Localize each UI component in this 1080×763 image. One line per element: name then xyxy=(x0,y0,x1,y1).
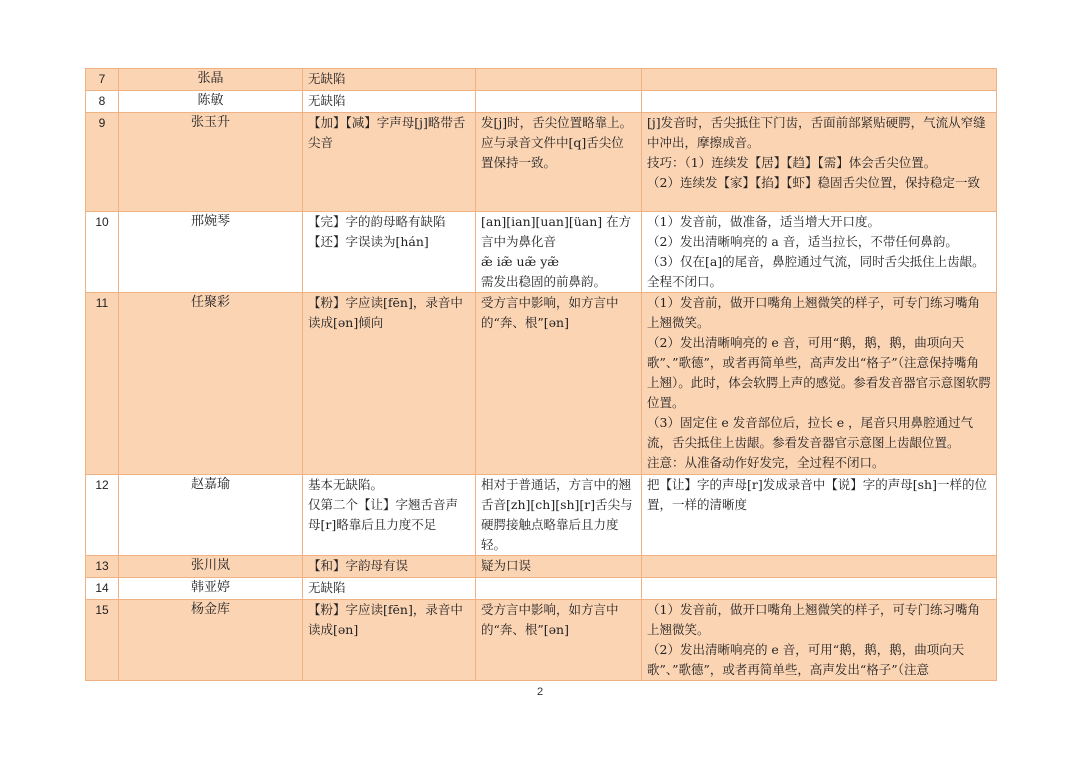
cell-line: 【加】【减】字声母[j]略带舌尖音 xyxy=(308,115,466,150)
cell-line: 把【让】字的声母[r]发成录音中【说】字的声母[sh]一样的位置，一样的清晰度 xyxy=(647,477,987,512)
issue-cell xyxy=(303,113,476,212)
student-name: 张川岚 xyxy=(119,556,303,578)
table-row xyxy=(86,556,997,578)
cell-line: 发[j]时，舌尖位置略靠上。应与录音文件中[q]舌尖位置保持一致。 xyxy=(481,115,633,170)
cell-line: 【和】字韵母有误 xyxy=(308,558,409,573)
issue-cell xyxy=(303,475,476,556)
table-row xyxy=(86,475,997,556)
table-row xyxy=(86,600,997,681)
reason-cell xyxy=(476,293,642,475)
row-number: 8 xyxy=(86,91,119,113)
row-number: 9 xyxy=(86,113,119,212)
cell-line: 需发出稳固的前鼻韵。 xyxy=(481,274,607,289)
cell-line: [j]发音时，舌尖抵住下门齿，舌面前部紧贴硬腭，气流从窄缝中冲出，摩擦成音。 xyxy=(647,115,986,150)
cell-line: （1）发音前，做准备，适当增大开口度。 xyxy=(647,214,880,229)
feedback-table xyxy=(85,68,997,681)
cell-line: 受方言中影响，如方言中的“奔、根”[ən] xyxy=(481,602,619,637)
issue-cell xyxy=(303,556,476,578)
cell-line: （2）发出清晰响亮的 e 音，可用“鹅，鹅，鹅，曲项向天歌”、”歌德”，或者再简单些，高声发出“格子”（注意 xyxy=(647,642,965,677)
reason-cell xyxy=(476,578,642,600)
advice-cell xyxy=(642,578,997,600)
table-row xyxy=(86,293,997,475)
row-number: 13 xyxy=(86,556,119,578)
issue-cell xyxy=(303,293,476,475)
advice-cell xyxy=(642,212,997,293)
row-number: 10 xyxy=(86,212,119,293)
cell-line: 受方言中影响，如方言中的“奔、根”[ən] xyxy=(481,295,619,330)
issue-cell xyxy=(303,69,476,91)
cell-line: 仅第二个【让】字翘舌音声母[r]略靠后且力度不足 xyxy=(308,497,459,532)
cell-line: 无缺陷 xyxy=(308,93,346,108)
cell-line: 注意：从准备动作好发完，全过程不闭口。 xyxy=(647,455,885,470)
cell-line: 【粉】字应读[fēn]，录音中读成[ən]倾向 xyxy=(308,295,463,330)
student-name: 任聚彩 xyxy=(119,293,303,475)
student-name: 杨金库 xyxy=(119,600,303,681)
student-name: 陈敏 xyxy=(119,91,303,113)
table-row xyxy=(86,69,997,91)
table-body xyxy=(86,69,997,681)
reason-cell xyxy=(476,113,642,212)
reason-cell xyxy=(476,212,642,293)
advice-cell xyxy=(642,556,997,578)
cell-line: （2）发出清晰响亮的 e 音，可用“鹅，鹅，鹅，曲项向天歌”、”歌德”，或者再简单些，高声发出“格子”（注意保持嘴角上翘）。此时，体会软腭上声的感觉。参看发音器官示意图软腭位置。 xyxy=(647,335,991,410)
cell-line: 疑为口误 xyxy=(481,558,532,573)
table-row xyxy=(86,578,997,600)
reason-cell xyxy=(476,69,642,91)
cell-line: æ̃ iæ̃ uæ̃ yæ̃ xyxy=(481,254,560,269)
cell-line: （2）连续发【家】【掐】【虾】稳固舌尖位置，保持稳定一致 xyxy=(647,175,980,190)
table-row xyxy=(86,91,997,113)
student-name: 韩亚婷 xyxy=(119,578,303,600)
row-number: 11 xyxy=(86,293,119,475)
issue-cell xyxy=(303,91,476,113)
cell-line: 基本无缺陷。 xyxy=(308,477,384,492)
cell-line: （1）发音前，做开口嘴角上翘微笑的样子，可专门练习嘴角上翘微笑。 xyxy=(647,295,980,330)
row-number: 15 xyxy=(86,600,119,681)
advice-cell xyxy=(642,600,997,681)
cell-line: [an][ian][uan][üan] 在方言中为鼻化音 xyxy=(481,214,632,249)
student-name: 张玉升 xyxy=(119,113,303,212)
cell-line: （1）发音前，做开口嘴角上翘微笑的样子，可专门练习嘴角上翘微笑。 xyxy=(647,602,980,637)
table-row xyxy=(86,113,997,212)
cell-line: 【还】字误读为[hán] xyxy=(308,234,429,249)
issue-cell xyxy=(303,578,476,600)
reason-cell xyxy=(476,600,642,681)
cell-line: 【粉】字应读[fēn]，录音中读成[ən] xyxy=(308,602,463,637)
student-name: 邢婉琴 xyxy=(119,212,303,293)
cell-line: （3）仅在[a]的尾音，鼻腔通过气流，同时舌尖抵住上齿龈。全程不闭口。 xyxy=(647,254,985,289)
row-number: 12 xyxy=(86,475,119,556)
student-name: 赵嘉瑜 xyxy=(119,475,303,556)
reason-cell xyxy=(476,556,642,578)
issue-cell xyxy=(303,212,476,293)
advice-cell xyxy=(642,293,997,475)
issue-cell xyxy=(303,600,476,681)
cell-line: 技巧：（1）连续发【居】【趋】【需】体会舌尖位置。 xyxy=(647,155,937,170)
reason-cell xyxy=(476,91,642,113)
advice-cell xyxy=(642,69,997,91)
cell-line: （3）固定住 e 发音部位后，拉长 e ，尾音只用鼻腔通过气流，舌尖抵住上齿龈。参看发音器官示意图上齿龈位置。 xyxy=(647,415,974,450)
advice-cell xyxy=(642,475,997,556)
student-name: 张晶 xyxy=(119,69,303,91)
advice-cell xyxy=(642,91,997,113)
row-number: 14 xyxy=(86,578,119,600)
cell-line: 无缺陷 xyxy=(308,580,346,595)
cell-line: （2）发出清晰响亮的 a 音，适当拉长，不带任何鼻韵。 xyxy=(647,234,958,249)
cell-line: 无缺陷 xyxy=(308,71,346,86)
reason-cell xyxy=(476,475,642,556)
page-number: 2 xyxy=(536,686,544,698)
table-row xyxy=(86,212,997,293)
cell-line: 【完】字的韵母略有缺陷 xyxy=(308,214,446,229)
row-number: 7 xyxy=(86,69,119,91)
advice-cell xyxy=(642,113,997,212)
cell-line: 相对于普通话，方言中的翘舌音[zh][ch][sh][r]舌尖与硬腭接触点略靠后且力度轻。 xyxy=(481,477,633,552)
